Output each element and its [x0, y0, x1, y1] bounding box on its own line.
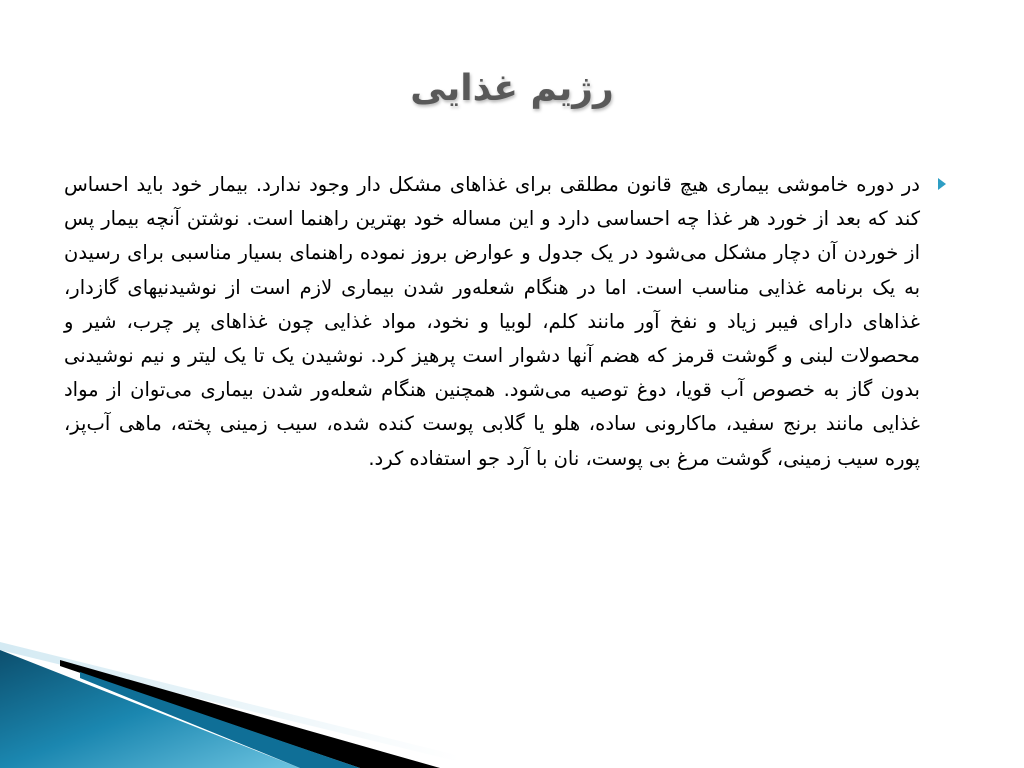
bullet-arrow-icon — [938, 178, 946, 190]
bullet-item — [64, 168, 920, 476]
slide-title: رژیم غذایی — [410, 68, 614, 109]
corner-decoration — [0, 638, 460, 768]
bullet-text: در دوره خاموشی بیماری هیچ قانون مطلقی برای غذاهای مشکل دار وجود ندارد. بیمار خود باید احساس کند که بعد از خورد هر غذا چه احساسی دارد و این مساله خود بهترین راهنما است. نوشتن آنچه بیمار پس از خوردن آن دچار مشکل می‌شود در یک جدول و عوارض بروز نموده راهنمای بسیار مناسبی برای رسیدن به یک برنامه غذایی مناسب است. اما در هنگام شعله‌ور شدن بیماری لازم است از نوشیدنیهای گازدار، غذاهای دارای فیبر زیاد و نفخ آور مانند کلم، لوبیا و نخود، مواد غذایی چون غذاهای پر چرب، شیر و محصولات لبنی و گوشت قرمز که هضم آنها دشوار است پرهیز کرد. نوشیدن یک تا یک لیتر و نیم نوشیدنی بدون گاز به خصوص آب قویا، دوغ توصیه می‌شود. همچنین هنگام شعله‌ور شدن بیماری می‌توان از مواد غذایی مانند برنج سفید، ماکارونی ساده، هلو یا گلابی پوست کنده شده، سیب زمینی پخته، ماهی آب‌پز، پوره سیب زمینی، گوشت مرغ بی پوست، نان با آرد جو استفاده کرد. — [64, 173, 920, 470]
slide-body — [64, 168, 920, 476]
